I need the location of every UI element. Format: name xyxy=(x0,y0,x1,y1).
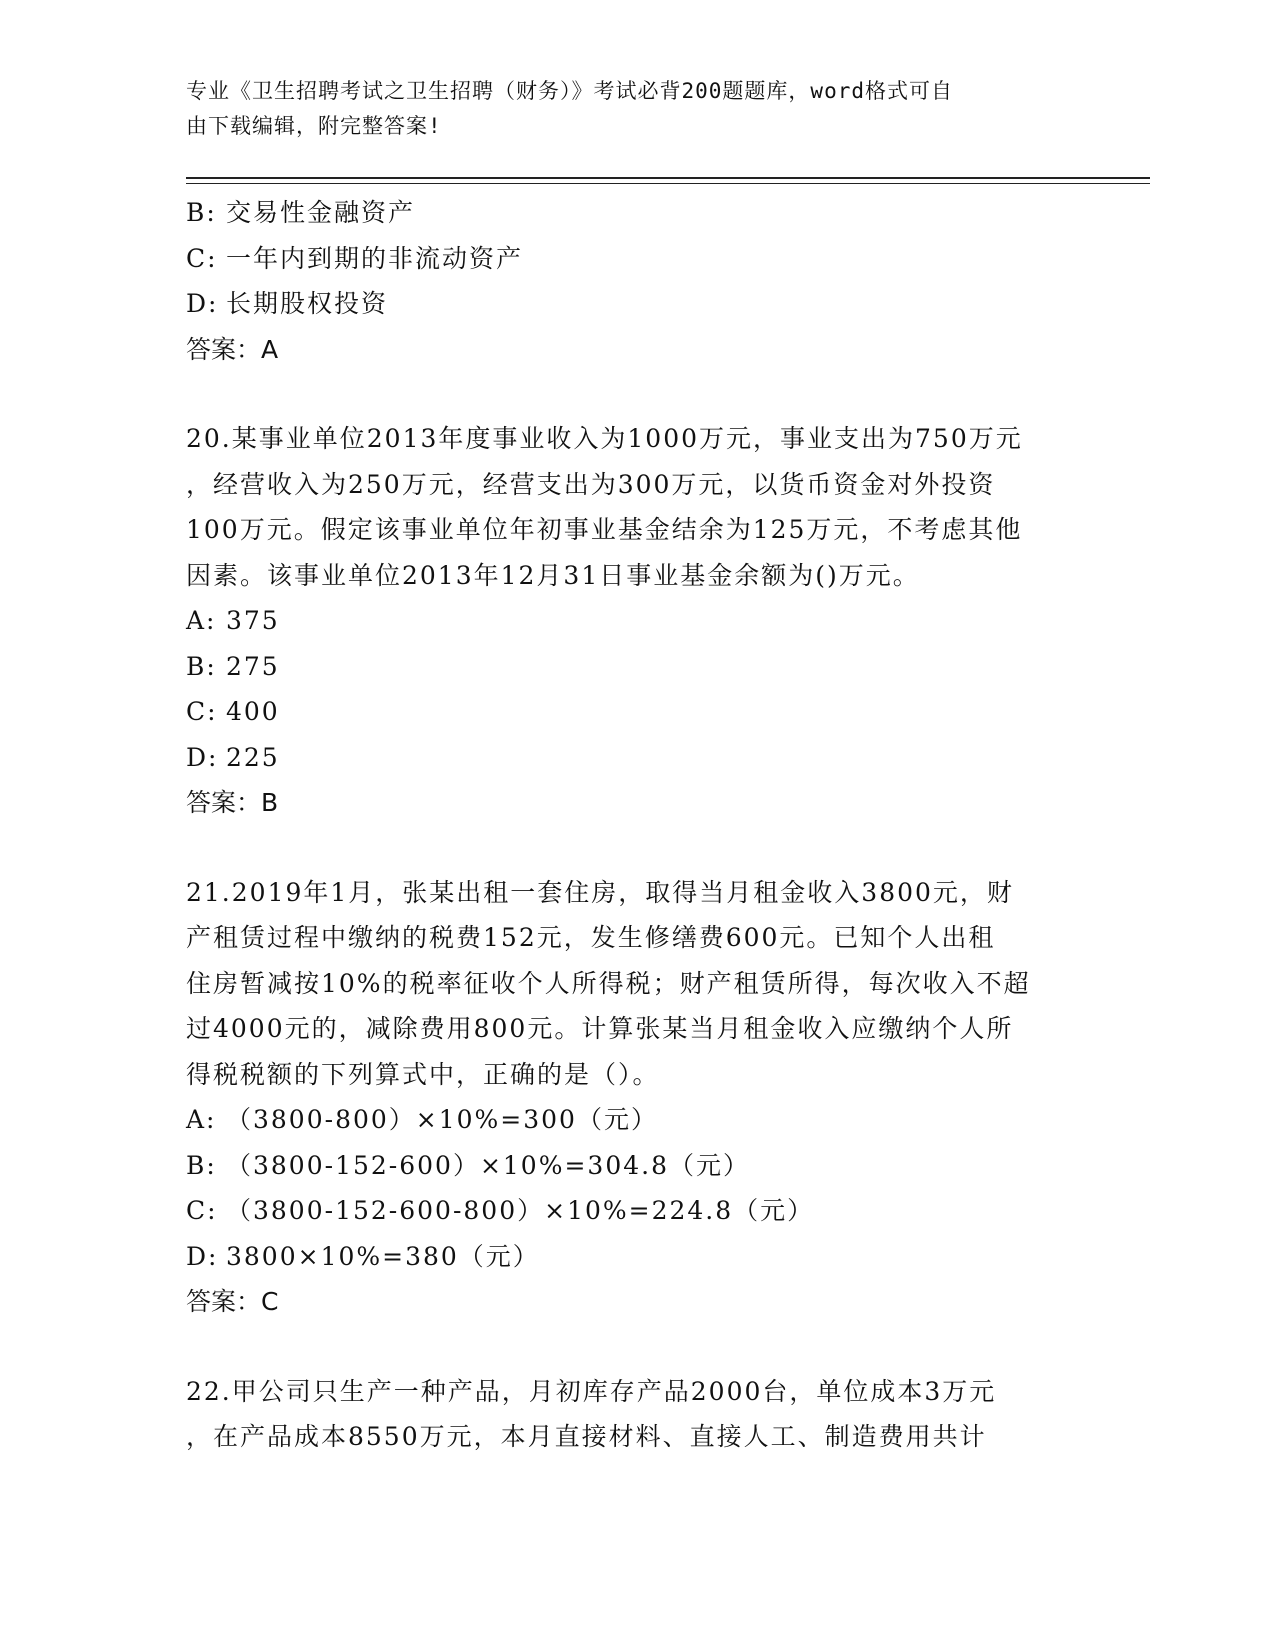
question-text-line: 因素。该事业单位2013年12月31日事业基金余额为()万元。 xyxy=(186,560,920,590)
question-text-line: 得税税额的下列算式中，正确的是（）。 xyxy=(186,1059,660,1089)
option-c: C: 一年内到期的非流动资产 xyxy=(186,243,524,273)
question-text-line: 21.2019年1月，张某出租一套住房，取得当月租金收入3800元，财 xyxy=(186,877,1014,907)
document-header xyxy=(186,74,1066,144)
question-22 xyxy=(186,1369,1106,1460)
question-text-line: 22.甲公司只生产一种产品，月初库存产品2000台，单位成本3万元 xyxy=(186,1376,997,1406)
question-text-line: 100万元。假定该事业单位年初事业基金结余为125万元，不考虑其他 xyxy=(186,515,1023,544)
option-d: D: 225 xyxy=(186,742,280,772)
question-21 xyxy=(186,870,1106,1325)
option-a: A: （3800-800）×10%=300（元） xyxy=(186,1105,658,1134)
option-a: A: 375 xyxy=(186,606,280,635)
answer-line: 答案：A xyxy=(186,334,279,364)
question-text-line: 过4000元的，减除费用800元。计算张某当月租金收入应缴纳个人所 xyxy=(186,1014,1014,1043)
question-19-tail xyxy=(186,190,1106,372)
option-d: D: 3800×10%=380（元） xyxy=(186,1241,540,1271)
option-b: B: 交易性金融资产 xyxy=(186,198,416,227)
header-line-2: 由下载编辑，附完整答案! xyxy=(186,114,442,138)
option-d: D: 长期股权投资 xyxy=(186,289,389,318)
option-b: B: （3800-152-600）×10%=304.8（元） xyxy=(186,1150,750,1180)
question-20 xyxy=(186,416,1106,826)
question-text-line: 20.某事业单位2013年度事业收入为1000万元，事业支出为750万元 xyxy=(186,424,1023,453)
question-text-line: ，经营收入为250万元，经营支出为300万元，以货币资金对外投资 xyxy=(186,469,996,499)
option-b: B: 275 xyxy=(186,651,280,681)
answer-line: 答案：C xyxy=(186,1287,279,1316)
document-body xyxy=(186,190,1106,1460)
question-text-line: ，在产品成本8550万元，本月直接材料、直接人工、制造费用共计 xyxy=(186,1422,987,1451)
option-c: C: （3800-152-600-800）×10%=224.8（元） xyxy=(186,1196,815,1225)
header-rule-thin xyxy=(186,183,1150,184)
header-rule-thick xyxy=(186,177,1150,179)
question-text-line: 产租赁过程中缴纳的税费152元，发生修缮费600元。已知个人出租 xyxy=(186,923,996,952)
option-c: C: 400 xyxy=(186,697,280,726)
question-text-line: 住房暂减按10%的税率征收个人所得税；财产租赁所得，每次收入不超 xyxy=(186,968,1031,998)
answer-line: 答案：B xyxy=(186,788,279,817)
header-line-1: 专业《卫生招聘考试之卫生招聘（财务）》考试必背200题题库，word格式可自 xyxy=(186,79,953,103)
